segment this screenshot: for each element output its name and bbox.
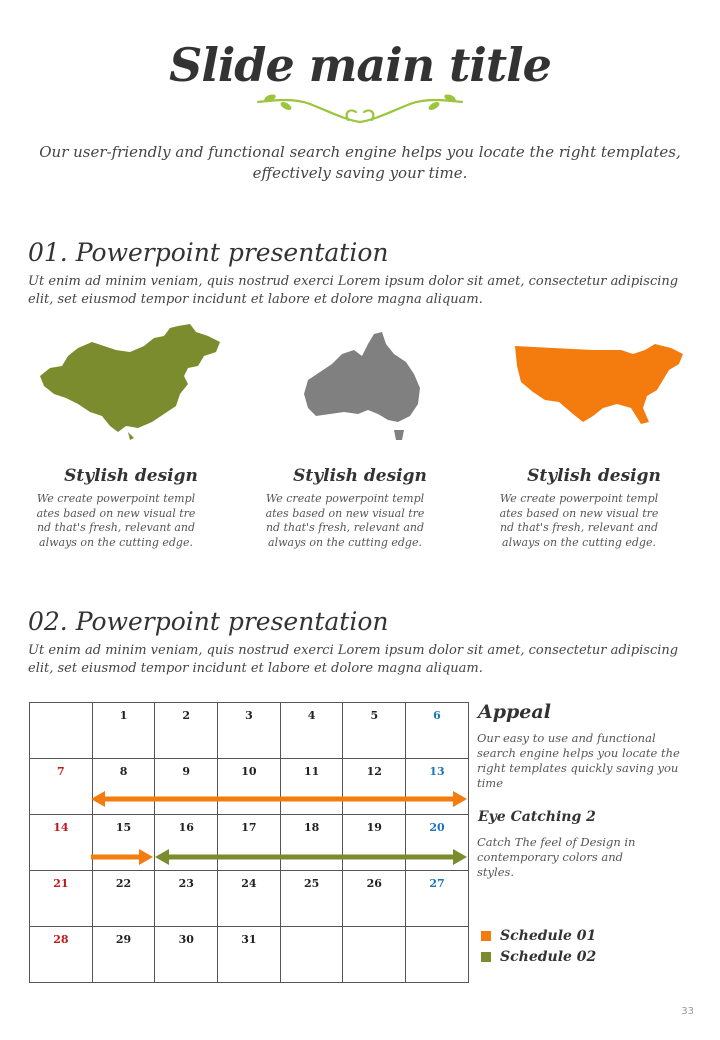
calendar-day-cell: 18 (280, 815, 343, 871)
section2-body: Ut enim ad minim veniam, quis nostrud exerci Lorem ipsum dolor sit amet, consectetur adipiscing elit, set eiusmod tempor incidunt et labore et dolore magna aliquam. (28, 643, 679, 676)
calendar-day-cell: 12 (343, 759, 406, 815)
calendar-day-cell: 20 (406, 815, 469, 871)
calendar-day-cell: 8 (92, 759, 155, 815)
calendar-week-row (30, 927, 469, 983)
calendar-day-cell: 21 (30, 871, 93, 927)
calendar-week-row (30, 871, 469, 927)
eye-catching-text: Catch The feel of Design in contemporary colors and styles. (477, 835, 636, 879)
legend-item-schedule-02 (481, 949, 596, 965)
appeal-title: Appeal (478, 701, 551, 723)
calendar-day-cell: 10 (218, 759, 281, 815)
feature-text-1: We create powerpoint templates based on new visual trend that's fresh, relevant and always on the cutting edge. (36, 492, 196, 549)
china-map-icon (38, 322, 222, 440)
australia-map-icon (302, 330, 424, 446)
calendar-day-cell: 16 (155, 815, 218, 871)
calendar-day-cell: 19 (343, 815, 406, 871)
calendar-day-cell: 11 (280, 759, 343, 815)
feature-title-1: Stylish design (64, 466, 198, 486)
feature-title-3: Stylish design (527, 466, 661, 486)
calendar-day-cell (280, 927, 343, 983)
calendar-day-cell (343, 927, 406, 983)
calendar-day-cell: 23 (155, 871, 218, 927)
vine-ornament-icon (250, 94, 470, 130)
calendar-day-cell: 2 (155, 703, 218, 759)
appeal-text: Our easy to use and functional search engine helps you locate the right templates quickly saving you time (477, 731, 680, 790)
calendar-day-cell: 15 (92, 815, 155, 871)
legend-swatch (481, 931, 491, 941)
feature-text-3: We create powerpoint templates based on new visual trend that's fresh, relevant and always on the cutting edge. (499, 492, 659, 549)
calendar-day-cell: 24 (218, 871, 281, 927)
calendar-day-cell (406, 927, 469, 983)
schedule-calendar (29, 702, 469, 983)
calendar-day-cell: 6 (406, 703, 469, 759)
feature-text-2: We create powerpoint templates based on new visual trend that's fresh, relevant and always on the cutting edge. (265, 492, 425, 549)
section2-heading: 02. Powerpoint presentation (28, 607, 389, 636)
eye-catching-title: Eye Catching 2 (478, 809, 596, 825)
calendar-day-cell: 7 (30, 759, 93, 815)
calendar-week-row (30, 759, 469, 815)
calendar-day-cell: 26 (343, 871, 406, 927)
slide-subtitle: Our user-friendly and functional search engine helps you locate the right templates, effectively saving your time. (39, 143, 681, 182)
page-number: 33 (681, 1006, 694, 1017)
legend-item-schedule-01 (481, 928, 596, 944)
usa-map-icon (513, 342, 685, 426)
legend-label: Schedule 01 (500, 928, 597, 944)
legend-swatch (481, 952, 491, 962)
calendar-day-cell: 4 (280, 703, 343, 759)
calendar-day-cell: 27 (406, 871, 469, 927)
calendar-day-cell: 25 (280, 871, 343, 927)
calendar-day-cell: 17 (218, 815, 281, 871)
calendar-day-cell: 29 (92, 927, 155, 983)
calendar-day-cell: 13 (406, 759, 469, 815)
calendar-week-row (30, 815, 469, 871)
calendar-day-cell: 14 (30, 815, 93, 871)
calendar-day-cell: 5 (343, 703, 406, 759)
calendar-day-cell (30, 703, 93, 759)
calendar-day-cell: 3 (218, 703, 281, 759)
calendar-day-cell: 1 (92, 703, 155, 759)
calendar-day-cell: 9 (155, 759, 218, 815)
calendar-week-row (30, 703, 469, 759)
feature-title-2: Stylish design (293, 466, 427, 486)
section1-heading: 01. Powerpoint presentation (28, 238, 389, 267)
calendar-day-cell: 30 (155, 927, 218, 983)
calendar-day-cell: 28 (30, 927, 93, 983)
section1-body: Ut enim ad minim veniam, quis nostrud exerci Lorem ipsum dolor sit amet, consectetur adipiscing elit, set eiusmod tempor incidunt et labore et dolore magna aliquam. (28, 274, 679, 307)
slide-title: Slide main title (169, 38, 551, 92)
calendar-day-cell: 31 (218, 927, 281, 983)
calendar-day-cell: 22 (92, 871, 155, 927)
legend-label: Schedule 02 (500, 949, 597, 965)
